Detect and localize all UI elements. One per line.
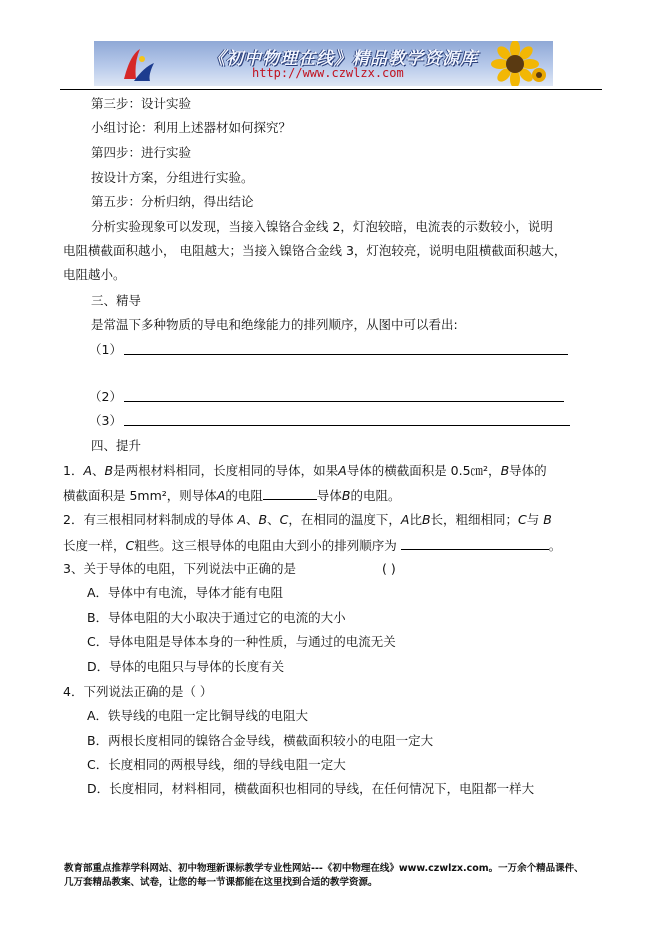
q1-sep: 、 — [92, 463, 105, 478]
var-a: A — [400, 512, 410, 527]
analysis-line-3: 电阻越小。 — [63, 267, 126, 282]
section3-text: 是常温下多种物质的导电和绝缘能力的排列顺序，从图中可以看出: — [91, 317, 458, 332]
q1-text-c: 导体的 — [509, 463, 547, 478]
var-b: B — [543, 512, 552, 527]
q4-option-a[interactable]: A．铁导线的电阻一定比铜导线的电阻大 — [87, 708, 309, 723]
question-4-stem: 4．下列说法正确的是（ ） — [63, 684, 213, 699]
question-3-stem: 3、关于导体的电阻，下列说法中正确的是 — [63, 561, 296, 576]
q4-option-c[interactable]: C．长度相同的两根导线，细的导线电阻一定大 — [87, 757, 346, 772]
var-b: B — [104, 463, 114, 478]
question-1-line-2 — [63, 487, 400, 504]
var-c: C — [518, 512, 527, 527]
q3-option-a[interactable]: A．导体中有电流，导体才能有电阻 — [87, 585, 284, 600]
step3-heading: 第三步：设计实验 — [91, 96, 192, 111]
blank-label-2: （2） — [89, 389, 122, 404]
q1-text-f: 导体 — [316, 488, 342, 503]
step5-heading: 第五步：分析归纳，得出结论 — [91, 194, 254, 209]
question-2-line-2 — [63, 537, 561, 554]
banner-title: 《初中物理在线》精品教学资源库 — [208, 49, 478, 69]
sunflower-icon — [477, 41, 547, 86]
var-b: B — [341, 488, 351, 503]
answer-blank-1[interactable] — [124, 354, 568, 355]
q2-text-h: 。 — [548, 538, 562, 553]
header-banner — [94, 41, 553, 86]
q3-option-b[interactable]: B．导体电阻的大小取决于通过它的电流的大小 — [87, 610, 346, 625]
q2-text-c: 比 — [409, 512, 422, 527]
q2-text-g: 粗些。这三根导体的电阻由大到小的排列顺序为 — [134, 538, 397, 553]
q1-text-e: 的电阻 — [225, 488, 263, 503]
section4-heading: 四、提升 — [91, 438, 142, 453]
header-rule — [60, 89, 602, 90]
q2-text-e: 与 — [526, 512, 540, 527]
answer-blank-2[interactable] — [124, 401, 564, 402]
q1-text-a: 是两根材料相同，长度相同的导体，如果 — [113, 463, 339, 478]
q1-number: 1． — [63, 463, 84, 478]
site-logo-icon — [120, 45, 156, 83]
question-2-line-1: 2．有三根相同材料制成的导体 A、B、C，在相同的温度下，A比B长，粗细相同；C与 B — [63, 512, 552, 527]
blank-label-3: （3） — [89, 413, 122, 428]
q2-text-a: 2．有三根相同材料制成的导体 — [63, 512, 234, 527]
group-discussion: 小组讨论：利用上述器材如何探究？ — [91, 120, 292, 135]
q4-option-b[interactable]: B．两根长度相同的镍铬合金导线，横截面积较小的电阻一定大 — [87, 733, 434, 748]
var-b: B — [421, 512, 431, 527]
var-b: B — [258, 512, 268, 527]
step4-heading: 第四步：进行实验 — [91, 145, 192, 160]
question-3-answer-paren[interactable]: ( ) — [382, 561, 396, 576]
var-a: A — [237, 512, 247, 527]
step4-text: 按设计方案，分组进行实验。 — [91, 170, 254, 185]
question-1-line-1 — [63, 463, 547, 479]
footer-line-2: 几万套精品教案、试卷，让您的每一节课都能在这里找到合适的教学资源。 — [64, 877, 378, 888]
q1-text-b: 导体的横截面积是 0.5㎝²， — [346, 463, 501, 478]
var-a: A — [83, 463, 93, 478]
var-b: B — [500, 463, 510, 478]
q1-text-d: 横截面积是 5mm²，则导体 — [63, 488, 217, 503]
var-c: C — [125, 538, 135, 553]
analysis-line-2: 电阻横截面积越小， 电阻越大；当接入镍铬合金线 3，灯泡较亮，说明电阻横截面积越大， — [63, 243, 567, 258]
q1-answer-blank[interactable] — [263, 487, 317, 500]
var-c: C — [279, 512, 289, 527]
banner-url[interactable]: http://www.czwlzx.com — [252, 66, 404, 80]
var-a: A — [338, 463, 347, 478]
footer-line-1: 教育部重点推荐学科网站、初中物理新课标教学专业性网站---《初中物理在线》www.czwlzx.com。一万余个精品课件、 — [64, 863, 584, 874]
q2-text-f: 长度一样， — [63, 538, 126, 553]
q2-answer-blank[interactable] — [401, 537, 549, 550]
q3-option-d[interactable]: D．导体的电阻只与导体的长度有关 — [87, 659, 285, 674]
q1-text-g: 的电阻。 — [350, 488, 401, 503]
q2-text-d: 长，粗细相同； — [430, 512, 519, 527]
q4-option-d[interactable]: D．长度相同，材料相同，横截面积也相同的导线，在任何情况下，电阻都一样大 — [87, 781, 535, 796]
analysis-line-1: 分析实验现象可以发现，当接入镍铬合金线 2，灯泡较暗，电流表的示数较小，说明 — [91, 219, 553, 234]
var-a: A — [216, 488, 226, 503]
q2-text-b: ，在相同的温度下， — [288, 512, 401, 527]
q3-option-c[interactable]: C．导体电阻是导体本身的一种性质，与通过的电流无关 — [87, 634, 396, 649]
answer-blank-3[interactable] — [124, 425, 570, 426]
blank-label-1: （1） — [89, 342, 122, 357]
section3-heading: 三、精导 — [91, 293, 142, 308]
